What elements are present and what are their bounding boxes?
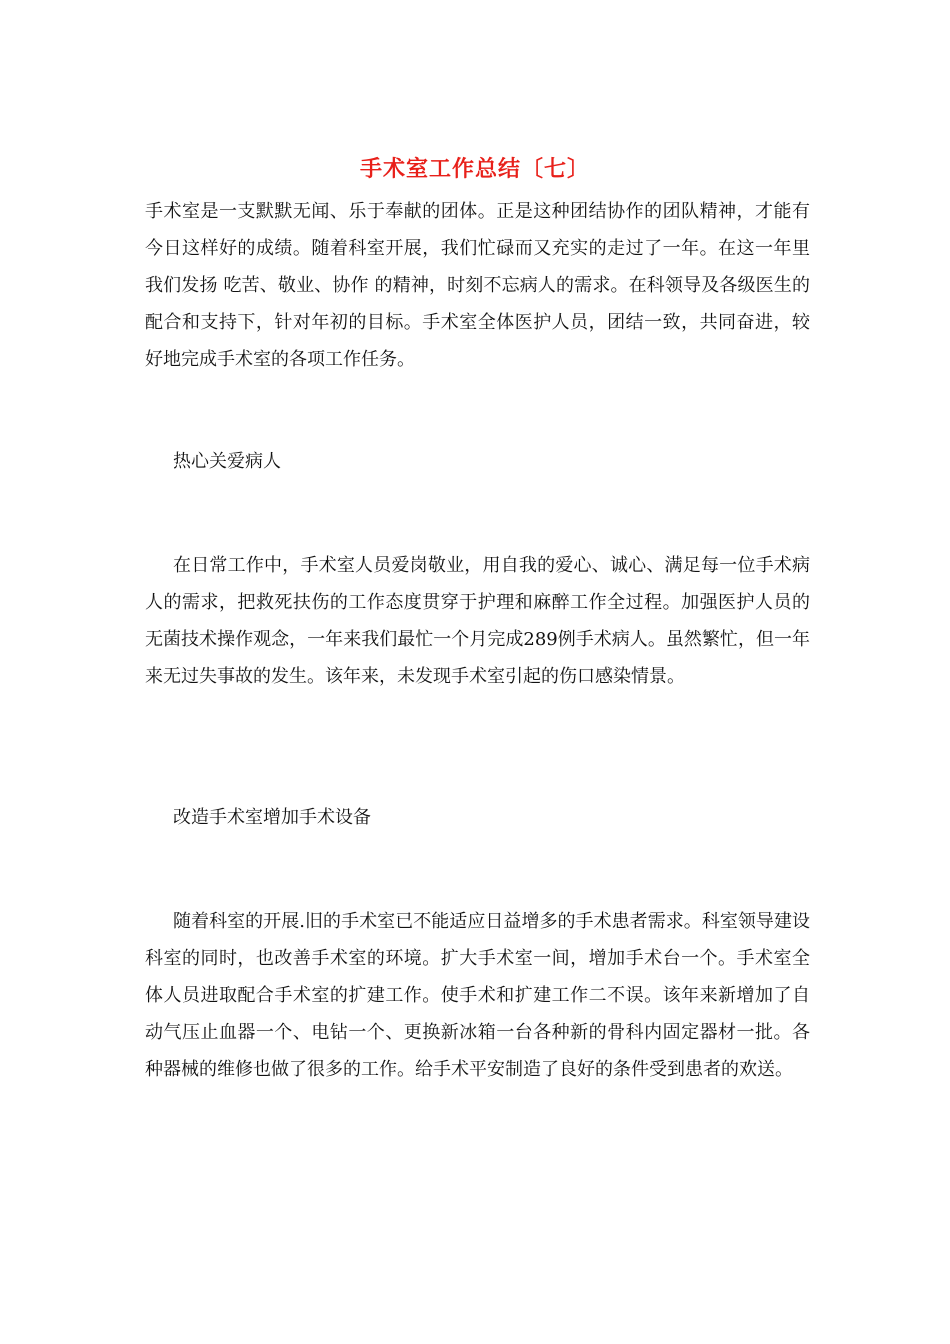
section-heading-care: 热心关爱病人 — [173, 451, 281, 472]
intro-paragraph: 手术室是一支默默无闻、乐于奉献的团体。正是这种团结协作的团队精神，才能有今日这样好的成绩。随着科室开展，我们忙碌而又充实的走过了一年。在这一年里我们发扬 吃苦、敬业、协作 的精神，时刻不忘病人的需求。在科领导及各级医生的配合和支持下，针对年初的目标。手术室全体医护人员，团结一致，共同奋进，较好地完成手术室的各项工作任务。 — [145, 201, 810, 370]
section-heading-equipment: 改造手术室增加手术设备 — [173, 807, 371, 828]
section-body-care: 在日常工作中，手术室人员爱岗敬业，用自我的爱心、诚心、满足每一位手术病人的需求，把救死扶伤的工作态度贯穿于护理和麻醉工作全过程。加强医护人员的无菌技术操作观念，一年来我们最忙一个月完成289例手术病人。虽然繁忙，但一年来无过失事故的发生。该年来，未发现手术室引起的伤口感染情景。 — [145, 555, 810, 687]
document-title: 手术室工作总结〔七〕 — [359, 156, 590, 182]
section-body-equipment: 随着科室的开展.旧的手术室已不能适应日益增多的手术患者需求。科室领导建设科室的同时，也改善手术室的环境。扩大手术室一间，增加手术台一个。手术室全体人员进取配合手术室的扩建工作。使手术和扩建工作二不误。该年来新增加了自动气压止血器一个、电钻一个、更换新冰箱一台各种新的骨科内固定器材一批。各种器械的维修也做了很多的工作。给手术平安制造了良好的条件受到患者的欢送。 — [145, 911, 810, 1080]
